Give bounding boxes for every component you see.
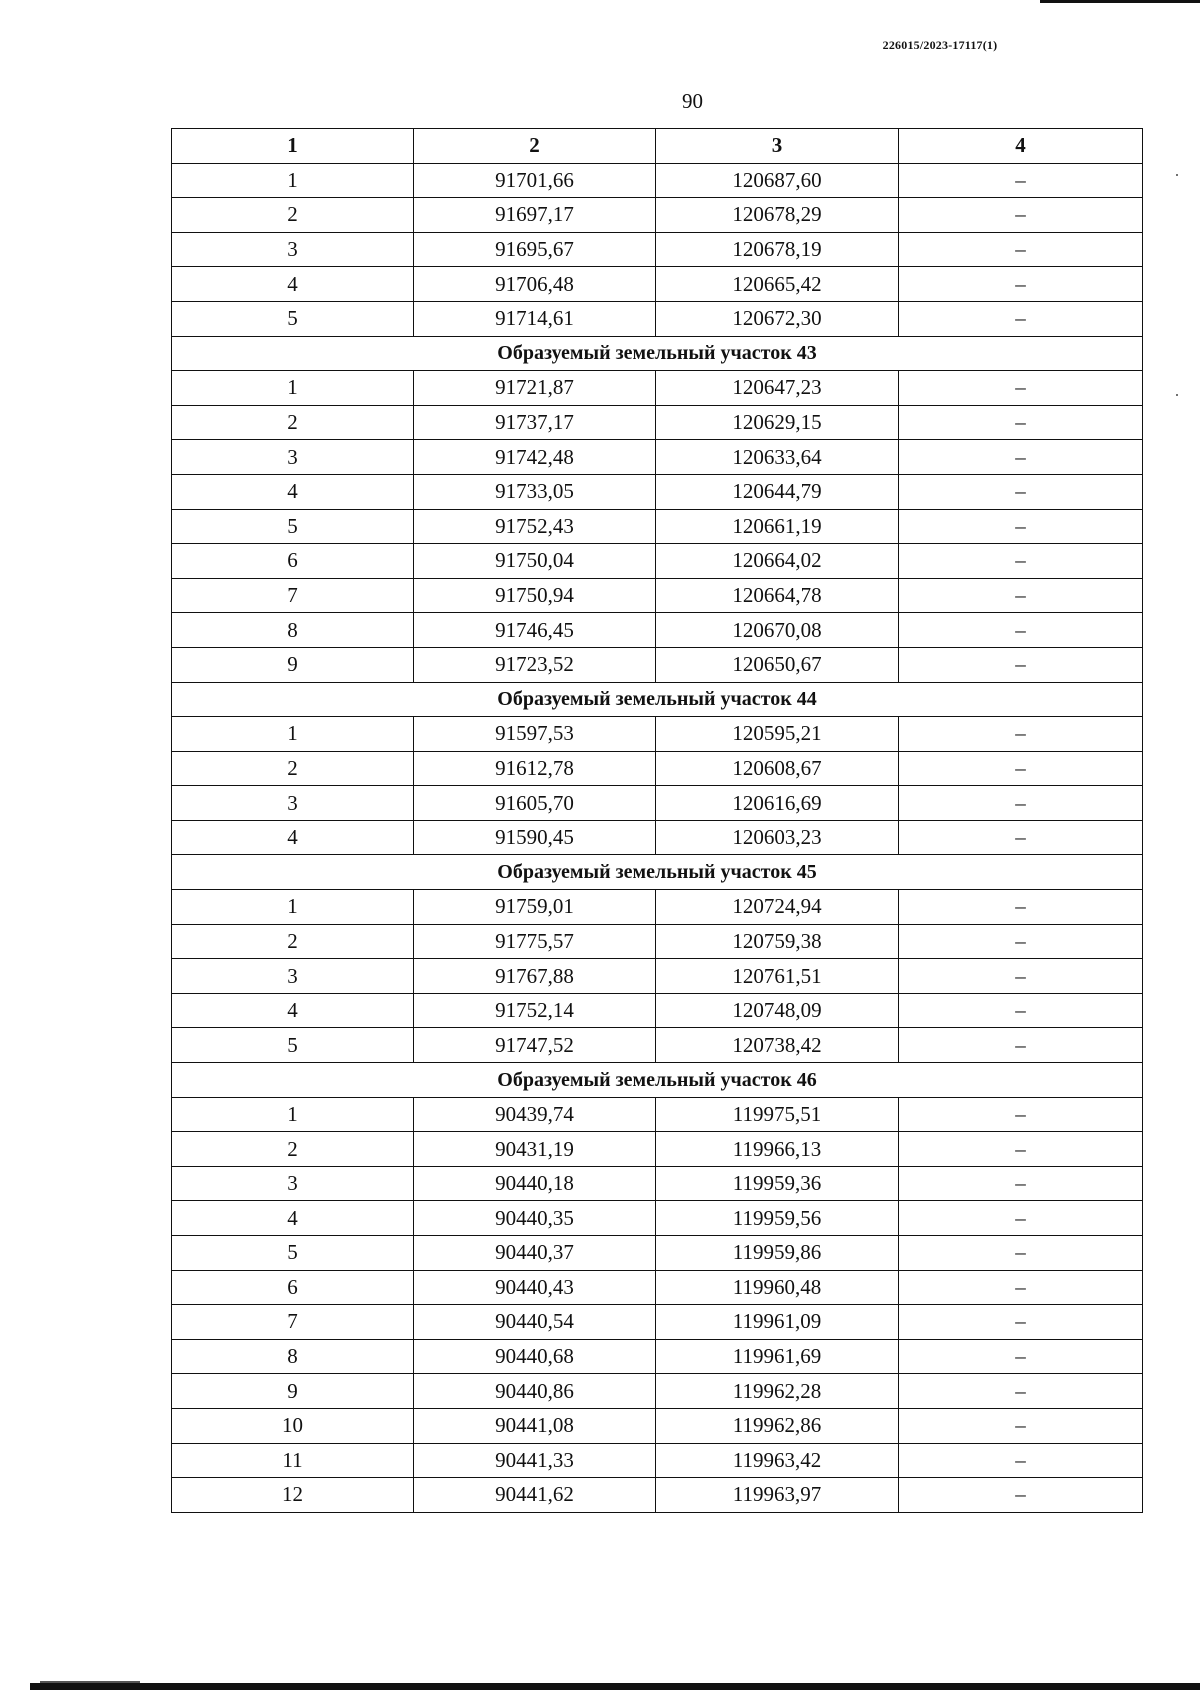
point-number-cell: 5 xyxy=(172,1028,414,1063)
note-cell: – xyxy=(899,371,1143,406)
y-coordinate-cell: 120761,51 xyxy=(656,959,899,994)
bottom-edge-rule xyxy=(30,1683,1200,1690)
x-coordinate-cell: 90440,35 xyxy=(414,1201,656,1236)
note-cell: – xyxy=(899,474,1143,509)
y-coordinate-cell: 120678,19 xyxy=(656,232,899,267)
y-coordinate-cell: 119963,42 xyxy=(656,1443,899,1478)
x-coordinate-cell: 90440,37 xyxy=(414,1236,656,1271)
point-number-cell: 5 xyxy=(172,301,414,336)
table-row xyxy=(172,163,1143,198)
x-coordinate-cell: 91742,48 xyxy=(414,440,656,475)
x-coordinate-cell: 90439,74 xyxy=(414,1097,656,1132)
table-row xyxy=(172,786,1143,821)
point-number-cell: 1 xyxy=(172,717,414,752)
point-number-cell: 8 xyxy=(172,613,414,648)
x-coordinate-cell: 90440,18 xyxy=(414,1166,656,1201)
note-cell: – xyxy=(899,1478,1143,1513)
scan-speck xyxy=(1176,174,1178,176)
note-cell: – xyxy=(899,613,1143,648)
y-coordinate-cell: 119961,09 xyxy=(656,1305,899,1340)
coordinates-table xyxy=(171,128,1143,1513)
note-cell: – xyxy=(899,1339,1143,1374)
table-row xyxy=(172,820,1143,855)
point-number-cell: 4 xyxy=(172,820,414,855)
y-coordinate-cell: 120678,29 xyxy=(656,198,899,233)
point-number-cell: 1 xyxy=(172,371,414,406)
table-row xyxy=(172,509,1143,544)
table-row xyxy=(172,1408,1143,1443)
point-number-cell: 3 xyxy=(172,959,414,994)
point-number-cell: 3 xyxy=(172,440,414,475)
note-cell: – xyxy=(899,1270,1143,1305)
table-row xyxy=(172,198,1143,233)
section-row xyxy=(172,336,1143,371)
table-row xyxy=(172,1132,1143,1167)
y-coordinate-cell: 120670,08 xyxy=(656,613,899,648)
table-row xyxy=(172,1097,1143,1132)
table-row xyxy=(172,1166,1143,1201)
point-number-cell: 9 xyxy=(172,1374,414,1409)
y-coordinate-cell: 120608,67 xyxy=(656,751,899,786)
x-coordinate-cell: 91695,67 xyxy=(414,232,656,267)
document-number: 226015/2023-17117(1) xyxy=(882,38,998,52)
note-cell: – xyxy=(899,751,1143,786)
note-cell: – xyxy=(899,1166,1143,1201)
note-cell: – xyxy=(899,717,1143,752)
y-coordinate-cell: 119959,56 xyxy=(656,1201,899,1236)
point-number-cell: 7 xyxy=(172,578,414,613)
point-number-cell: 1 xyxy=(172,1097,414,1132)
point-number-cell: 4 xyxy=(172,474,414,509)
y-coordinate-cell: 120650,67 xyxy=(656,647,899,682)
column-header: 4 xyxy=(899,129,1143,164)
x-coordinate-cell: 91597,53 xyxy=(414,717,656,752)
table-row xyxy=(172,267,1143,302)
table-row xyxy=(172,924,1143,959)
x-coordinate-cell: 90441,62 xyxy=(414,1478,656,1513)
y-coordinate-cell: 120687,60 xyxy=(656,163,899,198)
table-row xyxy=(172,1236,1143,1271)
note-cell: – xyxy=(899,647,1143,682)
table-row xyxy=(172,1028,1143,1063)
note-cell: – xyxy=(899,267,1143,302)
note-cell: – xyxy=(899,924,1143,959)
y-coordinate-cell: 120724,94 xyxy=(656,890,899,925)
x-coordinate-cell: 91750,94 xyxy=(414,578,656,613)
scan-speck xyxy=(1176,394,1178,396)
note-cell: – xyxy=(899,1443,1143,1478)
point-number-cell: 1 xyxy=(172,163,414,198)
y-coordinate-cell: 120665,42 xyxy=(656,267,899,302)
x-coordinate-cell: 91721,87 xyxy=(414,371,656,406)
table-row xyxy=(172,1201,1143,1236)
table-row xyxy=(172,717,1143,752)
table-row xyxy=(172,578,1143,613)
table-body xyxy=(172,163,1143,1512)
y-coordinate-cell: 120616,69 xyxy=(656,786,899,821)
table-row xyxy=(172,1270,1143,1305)
y-coordinate-cell: 119959,86 xyxy=(656,1236,899,1271)
note-cell: – xyxy=(899,1236,1143,1271)
x-coordinate-cell: 90440,43 xyxy=(414,1270,656,1305)
y-coordinate-cell: 120647,23 xyxy=(656,371,899,406)
point-number-cell: 3 xyxy=(172,1166,414,1201)
point-number-cell: 3 xyxy=(172,786,414,821)
point-number-cell: 4 xyxy=(172,267,414,302)
y-coordinate-cell: 120661,19 xyxy=(656,509,899,544)
y-coordinate-cell: 119963,97 xyxy=(656,1478,899,1513)
top-edge-rule xyxy=(1040,0,1200,3)
table-row xyxy=(172,993,1143,1028)
x-coordinate-cell: 91737,17 xyxy=(414,405,656,440)
note-cell: – xyxy=(899,1097,1143,1132)
note-cell: – xyxy=(899,1374,1143,1409)
x-coordinate-cell: 91750,04 xyxy=(414,544,656,579)
y-coordinate-cell: 120748,09 xyxy=(656,993,899,1028)
x-coordinate-cell: 90441,08 xyxy=(414,1408,656,1443)
note-cell: – xyxy=(899,509,1143,544)
point-number-cell: 11 xyxy=(172,1443,414,1478)
y-coordinate-cell: 119975,51 xyxy=(656,1097,899,1132)
x-coordinate-cell: 91752,14 xyxy=(414,993,656,1028)
y-coordinate-cell: 119966,13 xyxy=(656,1132,899,1167)
y-coordinate-cell: 120595,21 xyxy=(656,717,899,752)
note-cell: – xyxy=(899,544,1143,579)
y-coordinate-cell: 120738,42 xyxy=(656,1028,899,1063)
note-cell: – xyxy=(899,959,1143,994)
x-coordinate-cell: 91701,66 xyxy=(414,163,656,198)
section-title: Образуемый земельный участок 46 xyxy=(172,1063,1143,1098)
x-coordinate-cell: 91752,43 xyxy=(414,509,656,544)
point-number-cell: 2 xyxy=(172,405,414,440)
x-coordinate-cell: 90440,54 xyxy=(414,1305,656,1340)
y-coordinate-cell: 120644,79 xyxy=(656,474,899,509)
note-cell: – xyxy=(899,1132,1143,1167)
point-number-cell: 6 xyxy=(172,544,414,579)
section-title: Образуемый земельный участок 43 xyxy=(172,336,1143,371)
x-coordinate-cell: 91612,78 xyxy=(414,751,656,786)
x-coordinate-cell: 91746,45 xyxy=(414,613,656,648)
table-row xyxy=(172,890,1143,925)
y-coordinate-cell: 119962,28 xyxy=(656,1374,899,1409)
note-cell: – xyxy=(899,820,1143,855)
x-coordinate-cell: 91590,45 xyxy=(414,820,656,855)
y-coordinate-cell: 119959,36 xyxy=(656,1166,899,1201)
note-cell: – xyxy=(899,232,1143,267)
table-row xyxy=(172,474,1143,509)
table-row xyxy=(172,544,1143,579)
point-number-cell: 9 xyxy=(172,647,414,682)
point-number-cell: 2 xyxy=(172,751,414,786)
section-row xyxy=(172,682,1143,717)
x-coordinate-cell: 91714,61 xyxy=(414,301,656,336)
point-number-cell: 8 xyxy=(172,1339,414,1374)
y-coordinate-cell: 120759,38 xyxy=(656,924,899,959)
point-number-cell: 4 xyxy=(172,1201,414,1236)
x-coordinate-cell: 91723,52 xyxy=(414,647,656,682)
y-coordinate-cell: 119960,48 xyxy=(656,1270,899,1305)
point-number-cell: 7 xyxy=(172,1305,414,1340)
point-number-cell: 5 xyxy=(172,1236,414,1271)
section-title: Образуемый земельный участок 44 xyxy=(172,682,1143,717)
note-cell: – xyxy=(899,440,1143,475)
table-row xyxy=(172,959,1143,994)
table-row xyxy=(172,440,1143,475)
point-number-cell: 4 xyxy=(172,993,414,1028)
point-number-cell: 1 xyxy=(172,890,414,925)
point-number-cell: 5 xyxy=(172,509,414,544)
point-number-cell: 10 xyxy=(172,1408,414,1443)
y-coordinate-cell: 120672,30 xyxy=(656,301,899,336)
page-number: 90 xyxy=(682,89,703,113)
note-cell: – xyxy=(899,1201,1143,1236)
point-number-cell: 6 xyxy=(172,1270,414,1305)
table-row xyxy=(172,613,1143,648)
y-coordinate-cell: 119961,69 xyxy=(656,1339,899,1374)
table-row xyxy=(172,301,1143,336)
note-cell: – xyxy=(899,301,1143,336)
table-row xyxy=(172,1339,1143,1374)
x-coordinate-cell: 91706,48 xyxy=(414,267,656,302)
y-coordinate-cell: 120629,15 xyxy=(656,405,899,440)
table-row xyxy=(172,1305,1143,1340)
table-row xyxy=(172,647,1143,682)
table-row xyxy=(172,1443,1143,1478)
note-cell: – xyxy=(899,1028,1143,1063)
x-coordinate-cell: 91775,57 xyxy=(414,924,656,959)
x-coordinate-cell: 90441,33 xyxy=(414,1443,656,1478)
y-coordinate-cell: 120664,78 xyxy=(656,578,899,613)
note-cell: – xyxy=(899,405,1143,440)
note-cell: – xyxy=(899,1305,1143,1340)
x-coordinate-cell: 90440,68 xyxy=(414,1339,656,1374)
table-row xyxy=(172,751,1143,786)
y-coordinate-cell: 120664,02 xyxy=(656,544,899,579)
point-number-cell: 3 xyxy=(172,232,414,267)
note-cell: – xyxy=(899,578,1143,613)
y-coordinate-cell: 120633,64 xyxy=(656,440,899,475)
note-cell: – xyxy=(899,198,1143,233)
x-coordinate-cell: 90440,86 xyxy=(414,1374,656,1409)
column-header: 1 xyxy=(172,129,414,164)
table-row xyxy=(172,1478,1143,1513)
y-coordinate-cell: 119962,86 xyxy=(656,1408,899,1443)
x-coordinate-cell: 91733,05 xyxy=(414,474,656,509)
note-cell: – xyxy=(899,993,1143,1028)
section-row xyxy=(172,1063,1143,1098)
x-coordinate-cell: 91747,52 xyxy=(414,1028,656,1063)
table-row xyxy=(172,1374,1143,1409)
note-cell: – xyxy=(899,1408,1143,1443)
point-number-cell: 2 xyxy=(172,1132,414,1167)
note-cell: – xyxy=(899,786,1143,821)
column-header: 2 xyxy=(414,129,656,164)
x-coordinate-cell: 91759,01 xyxy=(414,890,656,925)
point-number-cell: 2 xyxy=(172,198,414,233)
column-header: 3 xyxy=(656,129,899,164)
note-cell: – xyxy=(899,163,1143,198)
point-number-cell: 2 xyxy=(172,924,414,959)
x-coordinate-cell: 90431,19 xyxy=(414,1132,656,1167)
section-title: Образуемый земельный участок 45 xyxy=(172,855,1143,890)
section-row xyxy=(172,855,1143,890)
table-row xyxy=(172,371,1143,406)
x-coordinate-cell: 91767,88 xyxy=(414,959,656,994)
table-row xyxy=(172,232,1143,267)
table-row xyxy=(172,405,1143,440)
note-cell: – xyxy=(899,890,1143,925)
table-header-row xyxy=(172,129,1143,164)
y-coordinate-cell: 120603,23 xyxy=(656,820,899,855)
point-number-cell: 12 xyxy=(172,1478,414,1513)
x-coordinate-cell: 91697,17 xyxy=(414,198,656,233)
x-coordinate-cell: 91605,70 xyxy=(414,786,656,821)
